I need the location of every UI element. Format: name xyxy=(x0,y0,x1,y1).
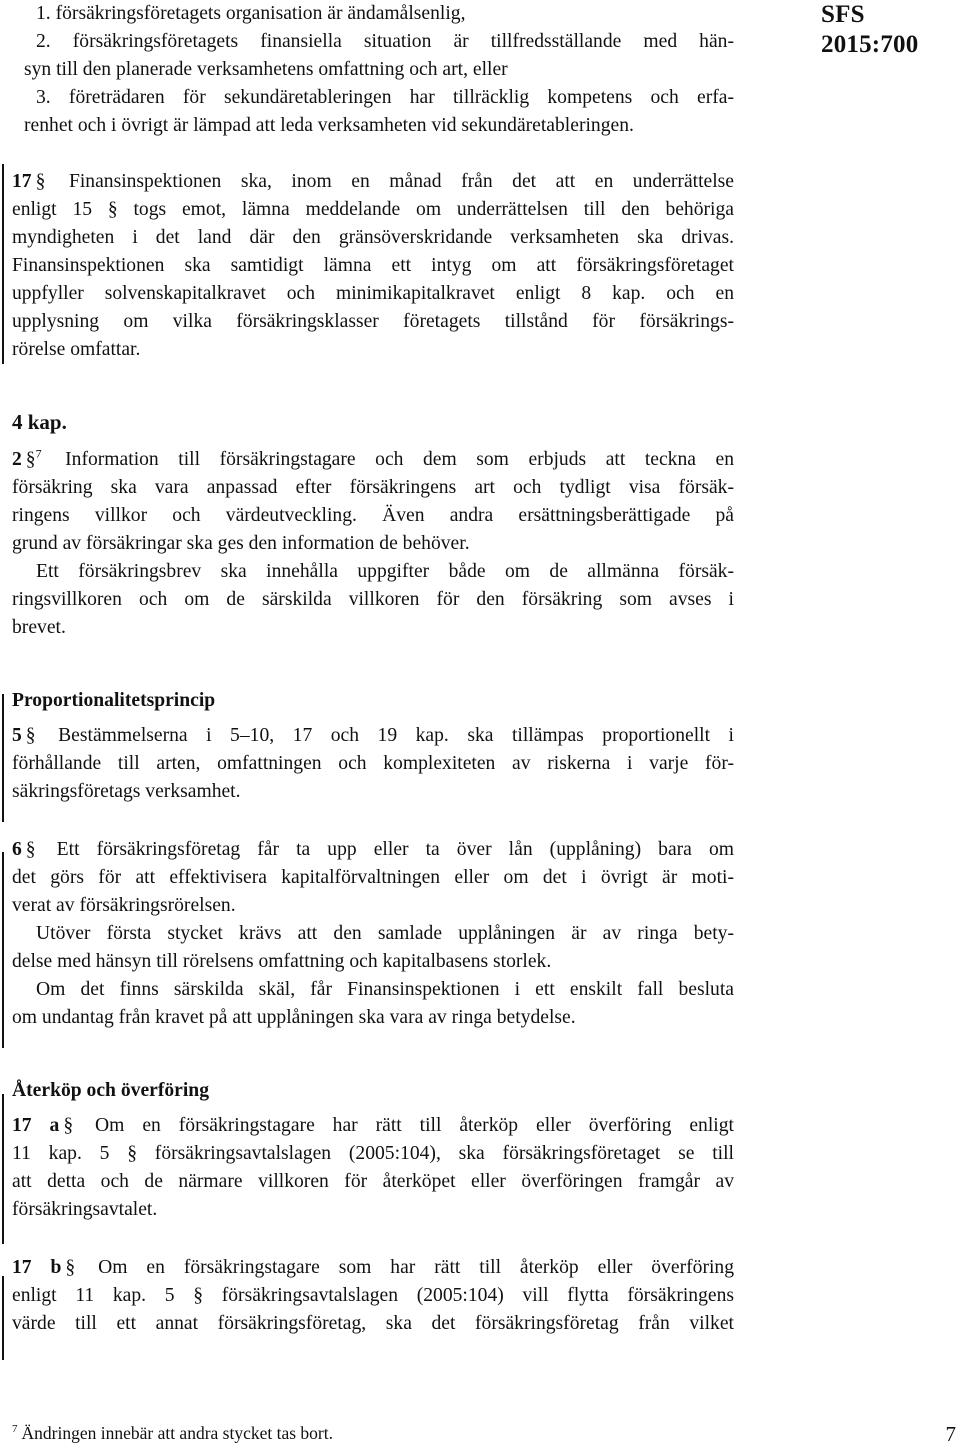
paragraph-text: brevet. xyxy=(12,617,66,638)
list-item-continuation: renhet och i övrigt är lämpad att leda verksamheten vid sekundäretableringen. xyxy=(24,115,634,136)
paragraph-text: uppfyller solvenskapitalkravet och minimikapitalkravet enligt 8 kap. och en xyxy=(12,283,734,304)
paragraph-text: om undantag från kravet på att upplåningen ska vara av ringa betydelse. xyxy=(12,1007,576,1028)
footnote-text: Ändringen innebär att andra stycket tas bort. xyxy=(21,1423,333,1443)
numbered-list xyxy=(12,0,734,140)
paragraph-text: Ett försäkringsföretag får ta upp eller ta över lån (upplåning) bara om xyxy=(56,839,734,860)
paragraph-text: Finansinspektionen ska samtidigt lämna ett intyg om att försäkringsföretaget xyxy=(12,255,734,276)
change-bar xyxy=(2,1276,4,1360)
paragraph-text: det görs för att effektivisera kapitalförvaltningen eller om det i övrigt är moti- xyxy=(12,867,734,888)
document-body xyxy=(12,0,734,1338)
paragraph-text: grund av försäkringar ska ges den information de behöver. xyxy=(12,533,470,554)
chapter-heading: 4 kap. xyxy=(12,410,67,434)
paragraph-text: 11 kap. 5 § försäkringsavtalslagen (2005:104), ska försäkringsföretaget se till xyxy=(12,1143,734,1164)
paragraph-17b xyxy=(12,1254,734,1338)
section-sign: § xyxy=(25,839,36,860)
paragraph-text: Finansinspektionen ska, inom en månad från det att en underrättelse xyxy=(68,171,734,192)
paragraph-text: delse med hänsyn till rörelsens omfattning och kapitalbasens storlek. xyxy=(12,951,552,972)
section-sign: § xyxy=(25,725,36,746)
paragraph-text: värde till ett annat försäkringsföretag, ska det försäkringsföretag från vilket xyxy=(12,1313,734,1334)
paragraph-text: enligt 15 § togs emot, lämna meddelande om underrättelsen till den behöriga xyxy=(12,199,734,220)
paragraph-text: Utöver första stycket krävs att den samlade upplåningen är av ringa bety- xyxy=(36,923,734,944)
paragraph-text: försäkringsavtalet. xyxy=(12,1199,158,1220)
list-item: 2. försäkringsföretagets finansiella situation är tillfredsställande med hän- xyxy=(36,31,734,52)
list-item: 3. företrädaren för sekundäretableringen har tillräcklig kompetens och erfa- xyxy=(36,87,734,108)
paragraph-17 xyxy=(12,168,734,364)
paragraph-number: 17 a xyxy=(12,1115,60,1136)
paragraph-text: säkringsföretags verksamhet. xyxy=(12,781,241,802)
section-heading: Proportionalitetsprincip xyxy=(12,690,216,711)
page-number: 7 xyxy=(945,1422,956,1446)
list-item-continuation: syn till den planerade verksamhetens omfattning och art, eller xyxy=(24,59,508,80)
paragraph-text: verat av försäkringsrörelsen. xyxy=(12,895,236,916)
sfs-number: SFS 2015:700 xyxy=(821,1,919,58)
section-sign: §$^7$ xyxy=(25,446,42,470)
footnote-mark: 7 xyxy=(12,1423,18,1436)
paragraph-number: 6 xyxy=(12,839,22,860)
paragraph-text: förhållande till arten, omfattningen och komplexiteten av riskerna i varje för- xyxy=(12,753,734,774)
paragraph-number: 17 xyxy=(12,171,32,192)
change-bar xyxy=(2,852,4,1048)
paragraph-number: 2 xyxy=(12,449,22,470)
paragraph-5 xyxy=(12,722,734,806)
paragraph-text: Om en försäkringstagare har rätt till återköp eller överföring enligt xyxy=(95,1115,734,1136)
paragraph-text: Information till försäkringstagare och dem som erbjuds att teckna en xyxy=(65,449,734,470)
paragraph-text: upplysning om vilka försäkringsklasser företagets tillstånd för försäkrings- xyxy=(12,311,734,332)
paragraph-number: 5 xyxy=(12,725,22,746)
paragraph-text: ringsvillkoren och om de särskilda villkoren för den försäkring som avses i xyxy=(12,589,734,610)
section-heading: Återköp och överföring xyxy=(12,1080,209,1101)
paragraph-text: myndigheten i det land där den gränsöverskridande verksamheten ska drivas. xyxy=(12,227,734,248)
paragraph-17a xyxy=(12,1112,734,1224)
change-bar xyxy=(2,1094,4,1244)
section-sign: § xyxy=(65,1257,76,1278)
paragraph-text: ringens villkor och värdeutveckling. Även andra ersättningsberättigade på xyxy=(12,505,734,526)
paragraph-text: Bestämmelserna i 5–10, 17 och 19 kap. ska tillämpas proportionellt i xyxy=(58,725,734,746)
paragraph-text: Ett försäkringsbrev ska innehålla uppgifter både om de allmänna försäk- xyxy=(36,561,734,582)
paragraph-text: försäkring ska vara anpassad efter försäkringens art och tydligt visa försäk- xyxy=(12,477,734,498)
paragraph-text: enligt 11 kap. 5 § försäkringsavtalslagen (2005:104) vill flytta försäkringens xyxy=(12,1285,734,1306)
paragraph-text: rörelse omfattar. xyxy=(12,339,141,360)
paragraph-6 xyxy=(12,836,734,1032)
paragraph-number: 17 b xyxy=(12,1257,62,1278)
list-item: 1. försäkringsföretagets organisation är ändamålsenlig, xyxy=(36,3,466,24)
footnote xyxy=(12,1419,333,1447)
footnote-ref: 7 xyxy=(35,446,42,461)
change-bar xyxy=(2,694,4,822)
section-sign: § xyxy=(35,171,46,192)
change-bar xyxy=(2,164,4,364)
paragraph-text: Om en försäkringstagare som har rätt till återköp eller överföring xyxy=(98,1257,735,1278)
paragraph-text: Om det finns särskilda skäl, får Finansinspektionen i ett enskilt fall besluta xyxy=(36,979,734,1000)
section-sign: § xyxy=(63,1115,74,1136)
paragraph-2 xyxy=(12,446,734,642)
paragraph-text: att detta och de närmare villkoren för återköpet eller överföringen framgår av xyxy=(12,1171,734,1192)
